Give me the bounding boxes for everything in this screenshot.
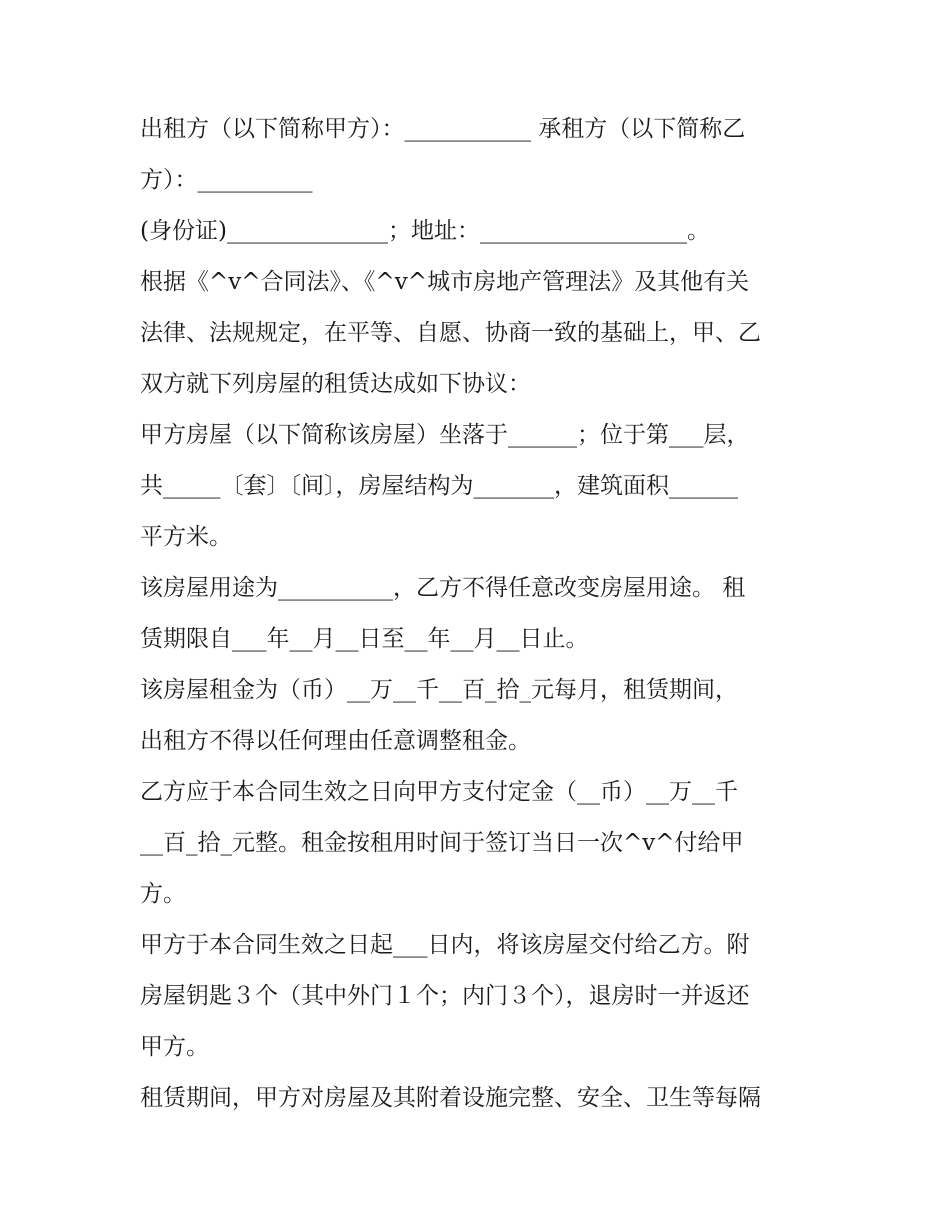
- handover-line-1: 甲方于本合同生效之日起___日内，将该房屋交付给乙方。附: [140, 932, 750, 958]
- handover-line-2: 房屋钥匙３个（其中外门１个；内门３个），退房时一并返还: [140, 983, 750, 1009]
- house-location-line-3: 平方米。: [140, 524, 232, 550]
- deposit-line-2: __百_拾_元整。租金按租用时间于签订当日一次^v^付给甲: [140, 830, 744, 856]
- rent-line-1: 该房屋租金为（币）__万__千__百_拾_元每月，租赁期间，: [140, 677, 738, 703]
- deposit-line-3: 方。: [140, 881, 186, 907]
- legal-basis-line-2: 法律、法规规定，在平等、自愿、协商一致的基础上，甲、乙: [140, 320, 761, 346]
- legal-basis-line-3: 双方就下列房屋的租赁达成如下协议：: [140, 371, 531, 397]
- maintenance-line-1: 租赁期间，甲方对房屋及其附着设施完整、安全、卫生等每隔: [140, 1085, 761, 1111]
- handover-line-3: 甲方。: [140, 1034, 209, 1060]
- contract-body: [140, 104, 820, 1124]
- lessee-line-cont: 方）：__________: [140, 167, 313, 193]
- house-location-line-1: 甲方房屋（以下简称该房屋）坐落于______；位于第___层，: [140, 422, 750, 448]
- legal-basis-line-1: 根据《^v^合同法》、《^v^城市房地产管理法》及其他有关: [140, 269, 750, 295]
- usage-term-line-1: 该房屋用途为__________，乙方不得任意改变房屋用途。 租: [140, 575, 746, 601]
- id-address-line: (身份证)______________；地址：__________________。: [140, 218, 710, 244]
- lessor-lessee-line: 出租方（以下简称甲方）：___________ 承租方（以下简称乙: [140, 116, 746, 142]
- deposit-line-1: 乙方应于本合同生效之日向甲方支付定金（__币）__万__千: [140, 779, 738, 805]
- rent-line-2: 出租方不得以任何理由任意调整租金。: [140, 728, 531, 754]
- usage-term-line-2: 赁期限自___年__月__日至__年__月__日止。: [140, 626, 589, 652]
- house-location-line-2: 共_____〔套〕〔间〕，房屋结构为_______，建筑面积______: [140, 473, 738, 499]
